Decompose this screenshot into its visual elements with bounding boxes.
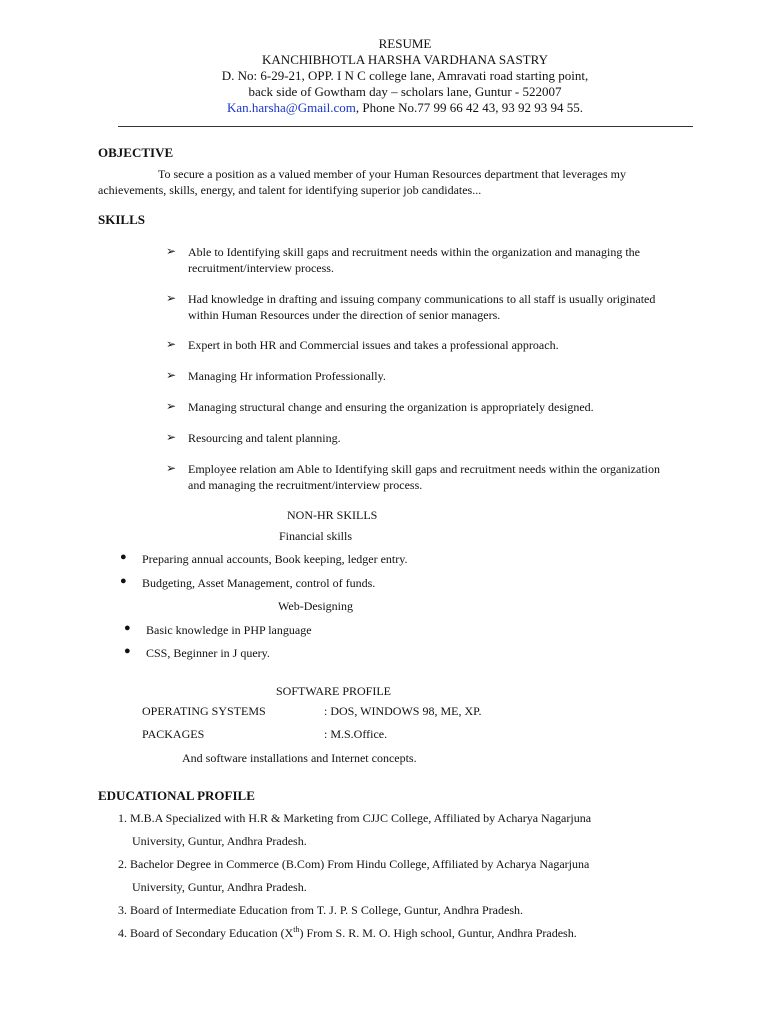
arrow-bullet-icon: ➢ bbox=[166, 291, 177, 305]
arrow-bullet-icon: ➢ bbox=[166, 337, 177, 351]
arrow-bullet-icon: ➢ bbox=[166, 244, 177, 258]
skill-item-4: Managing Hr information Professionally. bbox=[188, 369, 386, 383]
education-item-3: 3. Board of Intermediate Education from T. J. P. S College, Guntur, Andhra Pradesh. bbox=[118, 903, 523, 917]
arrow-bullet-icon: ➢ bbox=[166, 368, 177, 382]
skill-item-1-line-2: recruitment/interview process. bbox=[188, 261, 334, 275]
objective-heading: OBJECTIVE bbox=[98, 145, 174, 160]
software-extra: And software installations and Internet concepts. bbox=[182, 751, 417, 765]
education-heading: EDUCATIONAL PROFILE bbox=[98, 788, 255, 803]
objective-text-line-2: achievements, skills, energy, and talent for identifying superior job candidates... bbox=[98, 183, 482, 197]
skill-item-7-line-1: Employee relation am Able to Identifying skill gaps and recruitment needs within the organization bbox=[188, 462, 660, 476]
skill-item-3: Expert in both HR and Commercial issues and takes a professional approach. bbox=[188, 338, 559, 352]
skill-item-6: Resourcing and talent planning. bbox=[188, 431, 341, 445]
bullet-icon: ● bbox=[124, 645, 131, 657]
os-label: OPERATING SYSTEMS bbox=[142, 704, 266, 718]
non-hr-skills-heading: NON-HR SKILLS bbox=[287, 508, 378, 522]
email-link[interactable]: Kan.harsha@Gmail.com bbox=[226, 100, 356, 115]
web-item-1: Basic knowledge in PHP language bbox=[146, 623, 312, 637]
skill-item-2-line-2: within Human Resources under the direction of senior managers. bbox=[188, 308, 501, 322]
bullet-icon: ● bbox=[124, 622, 131, 634]
address-line-2: back side of Gowtham day – scholars lane, Guntur - 522007 bbox=[248, 84, 562, 99]
education-item-4-text: 4. Board of Secondary Education (X bbox=[118, 926, 294, 940]
web-designing-heading: Web-Designing bbox=[278, 599, 354, 613]
education-item-1-line-2: University, Guntur, Andhra Pradesh. bbox=[132, 834, 307, 848]
software-profile-heading: SOFTWARE PROFILE bbox=[276, 684, 392, 698]
education-item-2-line-1: 2. Bachelor Degree in Commerce (B.Com) From Hindu College, Affiliated by Acharya Nagarjuna bbox=[118, 857, 590, 871]
phone-numbers: , Phone No.77 99 66 42 43, 93 92 93 94 55. bbox=[355, 100, 584, 115]
header-divider bbox=[118, 126, 693, 127]
candidate-name: KANCHIBHOTLA HARSHA VARDHANA SASTRY bbox=[262, 52, 548, 67]
bullet-icon: ● bbox=[120, 575, 127, 587]
objective-text-line-1: To secure a position as a valued member of your Human Resources department that leverages my bbox=[158, 167, 627, 181]
education-item-4-rest: ) From S. R. M. O. High school, Guntur, Andhra Pradesh. bbox=[299, 926, 577, 940]
skill-item-5: Managing structural change and ensuring the organization is appropriately designed. bbox=[188, 400, 594, 414]
financial-item-1: Preparing annual accounts, Book keeping, ledger entry. bbox=[142, 552, 408, 566]
superscript-th: th bbox=[293, 925, 300, 934]
os-value: : DOS, WINDOWS 98, ME, XP. bbox=[324, 704, 482, 718]
arrow-bullet-icon: ➢ bbox=[166, 430, 177, 444]
skills-heading: SKILLS bbox=[98, 212, 145, 227]
financial-item-2: Budgeting, Asset Management, control of funds. bbox=[142, 576, 376, 590]
arrow-bullet-icon: ➢ bbox=[166, 461, 177, 475]
education-item-1-line-1: 1. M.B.A Specialized with H.R & Marketing from CJJC College, Affiliated by Acharya Nagarjuna bbox=[118, 811, 592, 825]
financial-skills-heading: Financial skills bbox=[279, 529, 352, 543]
education-item-4 bbox=[118, 925, 577, 941]
address-line-1: D. No: 6-29-21, OPP. I N C college lane, Amravati road starting point, bbox=[221, 68, 589, 83]
skill-item-7-line-2: and managing the recruitment/interview process. bbox=[188, 478, 423, 492]
packages-label: PACKAGES bbox=[142, 727, 205, 741]
arrow-bullet-icon: ➢ bbox=[166, 399, 177, 413]
resume-title: RESUME bbox=[378, 36, 432, 51]
education-item-2-line-2: University, Guntur, Andhra Pradesh. bbox=[132, 880, 307, 894]
web-item-2: CSS, Beginner in J query. bbox=[146, 646, 270, 660]
skill-item-1-line-1: Able to Identifying skill gaps and recruitment needs within the organization and managing the bbox=[188, 245, 640, 259]
bullet-icon: ● bbox=[120, 551, 127, 563]
contact-line bbox=[0, 100, 768, 116]
packages-value: : M.S.Office. bbox=[324, 727, 388, 741]
skill-item-2-line-1: Had knowledge in drafting and issuing company communications to all staff is usually originated bbox=[188, 292, 656, 306]
